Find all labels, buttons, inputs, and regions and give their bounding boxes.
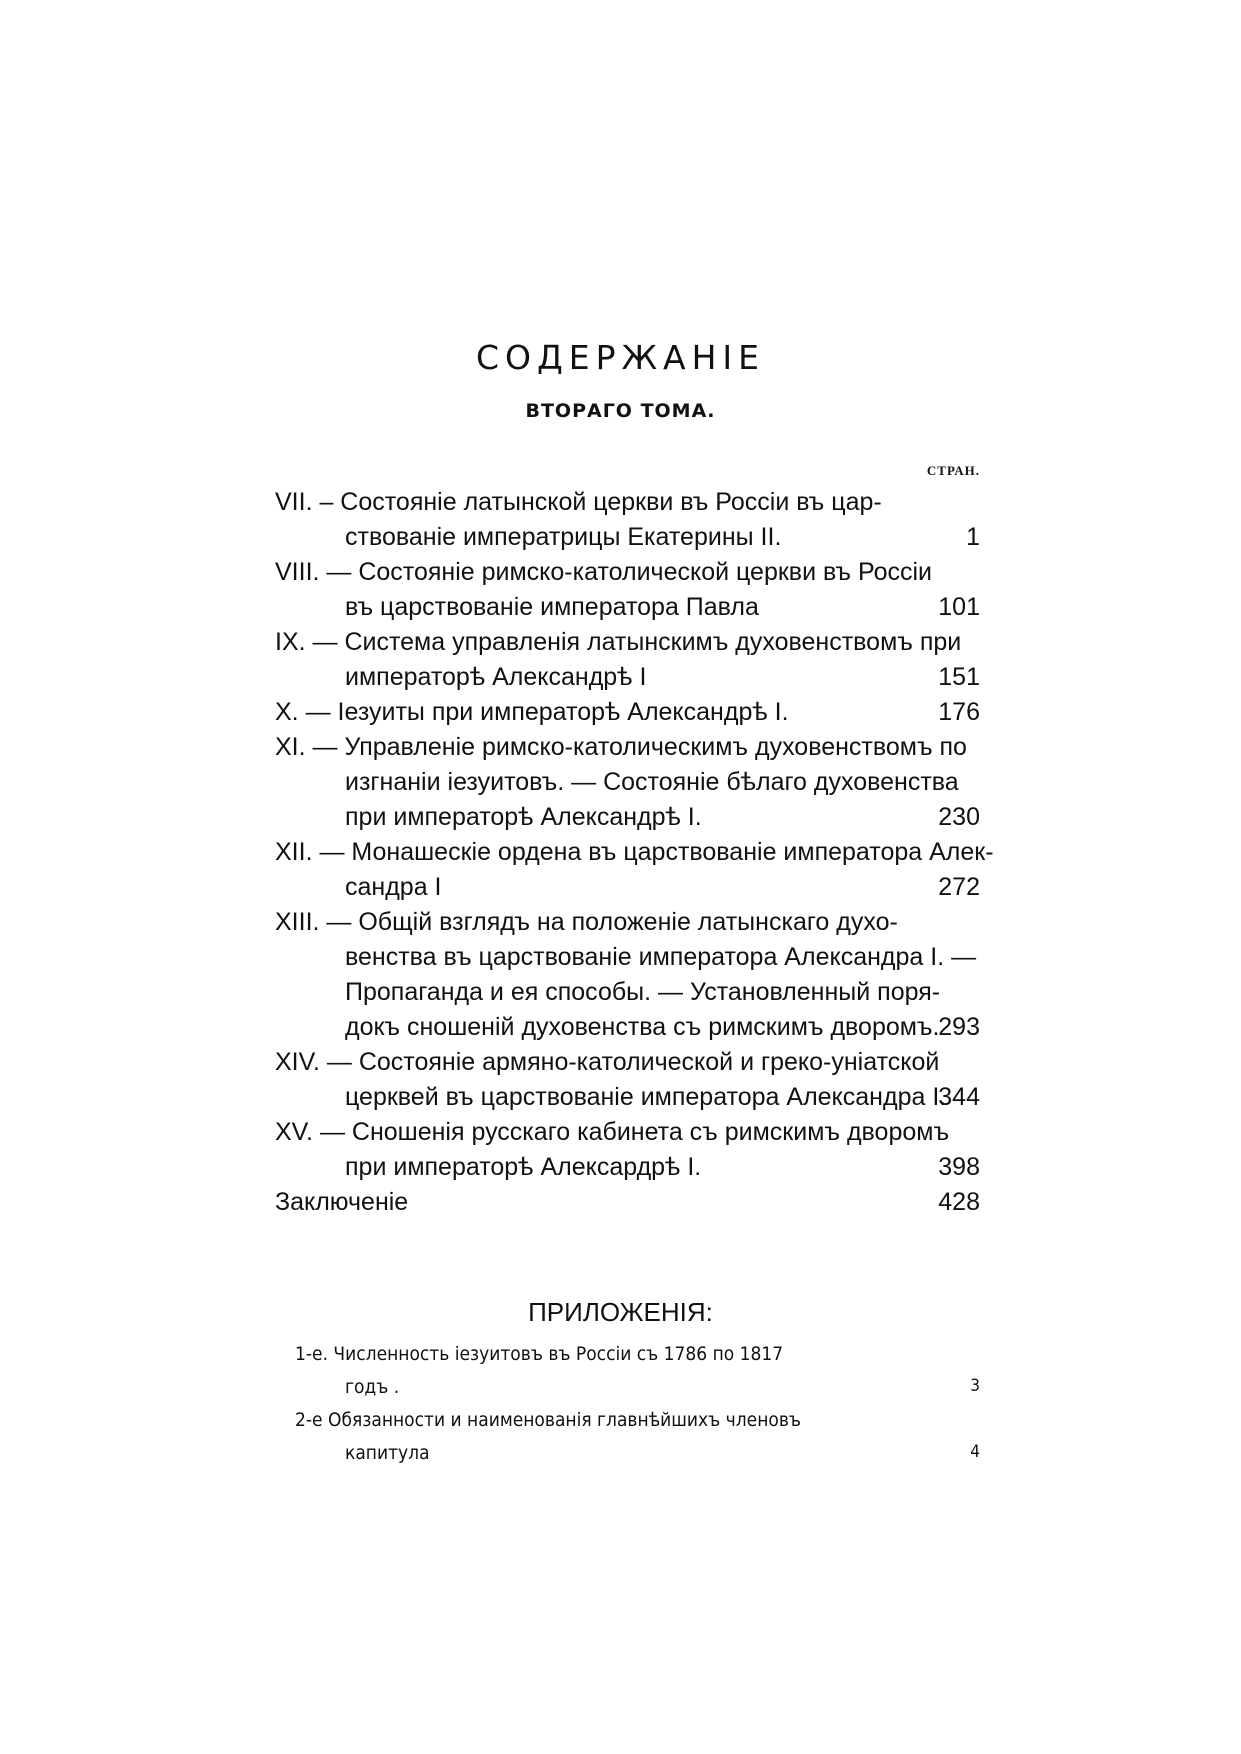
entry-line: при императорѣ Александрѣ I. (345, 803, 702, 831)
entry-line: венства въ царствованіе императора Александра I. — (345, 943, 977, 971)
page-number: 293 (938, 1013, 980, 1041)
page-number: 101 (938, 593, 980, 621)
page-number: 3 (970, 1376, 980, 1396)
toc-entry[interactable] (275, 625, 980, 695)
entry-line: Заключеніе (275, 1188, 409, 1216)
entry-line: XIV. — Состояніе армяно-католической и греко-уніатской (275, 1048, 940, 1076)
toc-entry[interactable] (275, 485, 980, 555)
page-number: 176 (938, 698, 980, 726)
entry-line: 2-е Обязанности и наименованія главнѣйшихъ членовъ (295, 1409, 801, 1431)
entry-line: IX. — Система управленія латынскимъ духовенствомъ при (275, 628, 962, 656)
appendix-title: ПРИЛОЖЕНІЯ: (528, 1297, 713, 1327)
entry-line: годъ . (345, 1376, 400, 1398)
entry-line: VII. – Состояніе латынской церкви въ Россіи въ цар- (275, 488, 882, 516)
page-title: СОДЕРЖАНІЕ (475, 338, 766, 377)
entry-line: капитула (345, 1442, 430, 1464)
page-number: 151 (938, 663, 980, 691)
appendix-list (295, 1338, 980, 1470)
page-number: 230 (938, 803, 980, 831)
entry-line: XV. — Сношенія русскаго кабинета съ римскимъ дворомъ (275, 1118, 950, 1146)
page-number: 1 (966, 523, 980, 551)
toc-entry[interactable] (275, 905, 980, 1045)
appendix-entry[interactable] (295, 1338, 980, 1404)
toc-entry[interactable] (275, 835, 994, 905)
page-number: 4 (970, 1442, 980, 1462)
page-number: 344 (938, 1083, 980, 1111)
entry-line: при императорѣ Алексардрѣ I. (345, 1153, 702, 1181)
entry-line: XIII. — Общій взглядъ на положеніе латынскаго духо- (275, 908, 898, 936)
entry-line: 1-е. Численность іезуитовъ въ Россіи съ 1786 по 1817 (295, 1343, 784, 1365)
entry-line: VIII. — Состояніе римско-католической церкви въ Россіи (275, 558, 933, 586)
entry-line: Пропаганда и ея способы. — Установленный поря- (345, 978, 941, 1006)
entry-line: ствованіе императрицы Екатерины II. (345, 523, 782, 551)
page-number: 428 (938, 1188, 980, 1216)
appendix-entry[interactable] (295, 1404, 980, 1470)
toc-entry[interactable] (275, 1045, 980, 1115)
page-subtitle: ВТОРАГО ТОМА. (525, 400, 716, 422)
entry-line: изгнаніи іезуитовъ. — Состояніе бѣлаго духовенства (345, 768, 959, 796)
entry-line: сандра I (345, 873, 442, 901)
toc-entry[interactable] (275, 1185, 980, 1220)
entry-line: докъ сношеній духовенства съ римскимъ дворомъ. (345, 1013, 940, 1041)
entry-line: церквей въ царствованіе императора Александра I. (345, 1083, 947, 1111)
table-of-contents (275, 485, 994, 1220)
toc-entry[interactable] (275, 730, 980, 835)
toc-entry[interactable] (275, 1115, 980, 1185)
entry-line: X. — Іезуиты при императорѣ Александрѣ I. (275, 698, 789, 726)
entry-line: императорѣ Александрѣ I (345, 663, 647, 691)
page-column-label: СТРАН. (926, 463, 980, 478)
toc-entry[interactable] (275, 695, 980, 730)
entry-line: XI. — Управленіе римско-католическимъ духовенствомъ по (275, 733, 967, 761)
entry-line: въ царствованіе императора Павла (345, 593, 759, 621)
page-number: 398 (938, 1153, 980, 1181)
toc-entry[interactable] (275, 555, 980, 625)
entry-line: XII. — Монашескіе ордена въ царствованіе императора Алек- (275, 838, 994, 866)
page-number: 272 (938, 873, 980, 901)
